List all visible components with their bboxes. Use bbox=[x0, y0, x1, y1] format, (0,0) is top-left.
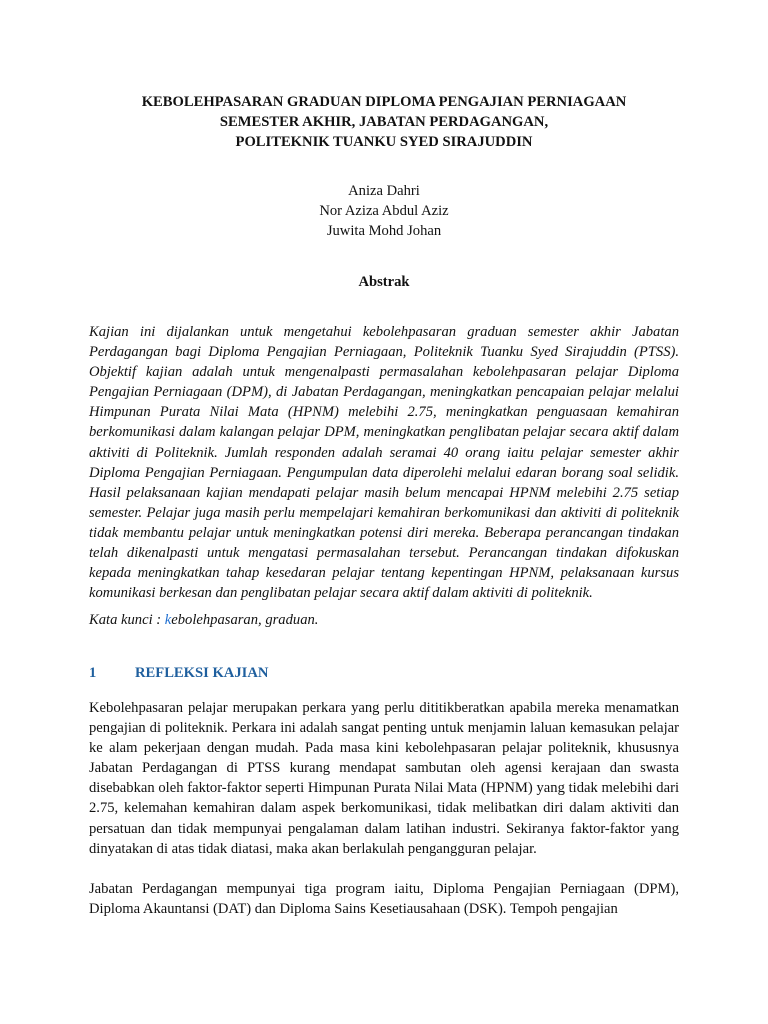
keywords-label: Kata kunci : bbox=[89, 612, 165, 628]
keywords bbox=[89, 610, 679, 630]
author-2: Nor Aziza Abdul Aziz bbox=[319, 203, 449, 219]
keywords-accent-letter: k bbox=[164, 612, 172, 628]
abstract-text: Kajian ini dijalankan untuk mengetahui kebolehpasaran graduan semester akhir Jabatan Perdagangan bagi Diploma Pengajian Perniagaan, Politeknik Tuanku Syed Sirajuddin (PTSS). Objektif kajian adalah untuk mengenalpasti permasalahan kebolehpasaran pelajar Diploma Pengajian Perniagaan (DPM), di Jabatan Perdagangan, meningkatkan pencapaian pelajar melalui Himpunan Purata Nilai Mata (HPNM) melebihi 2.75, meningkatkan penguasaan kemahiran berkomunikasi dalam kalangan pelajar DPM, meningkatkan penglibatan pelajar secara aktif dalam aktiviti di Politeknik. Jumlah responden adalah seramai 40 orang iaitu pelajar semester akhir Diploma Pengajian Perniagaan. Pengumpulan data diperolehi melalui edaran borang soal selidik. Hasil pelaksanaan kajian mendapati pelajar masih belum mencapai HPNM melebihi 2.75 setiap semester. Pelajar juga masih perlu mempelajari kemahiran berkomunikasi dan aktiviti di politeknik tidak membantu pelajar untuk meningkatkan potensi diri mereka. Beberapa perancangan tindakan telah dikenalpasti untuk mengatasi permasalahan tersebut. Perancangan tindakan difokuskan kepada meningkatkan tahap kesedaran pelajar tentang kepentingan HPNM, pelaksanaan kursus komunikasi berkesan dan penglibatan pelajar secara aktif dalam aktiviti di politeknik. bbox=[89, 324, 679, 602]
body-paragraph-1: Kebolehpasaran pelajar merupakan perkara yang perlu dititikberatkan apabila mereka menamatkan pengajian di politeknik. Perkara ini adalah sangat penting untuk menjamin laluan kemasukan pelajar ke alam pekerjaan dengan mudah. Pada masa kini kebolehpasaran pelajar politeknik, khususnya Jabatan Perdagangan di PTSS kurang mendapat sambutan oleh agensi kerajaan dan swasta disebabkan oleh faktor-faktor seperti Himpunan Purata Nilai Mata (HPNM) yang tidak melebihi dari 2.75, kelemahan kemahiran dalam aspek berkomunikasi, tidak melibatkan diri dalam aktiviti dan persatuan dan tidak mempunyai pengalaman dalam latihan industri. Sekiranya faktor-faktor yang dinyatakan di atas tidak diatasi, maka akan berlakulah pengangguran pelajar. bbox=[89, 700, 679, 857]
title-line-3: POLITEKNIK TUANKU SYED SIRAJUDDIN bbox=[235, 134, 533, 150]
keywords-rest: ebolehpasaran, graduan. bbox=[171, 612, 319, 628]
author-1: Aniza Dahri bbox=[348, 183, 420, 199]
section-heading bbox=[89, 663, 679, 683]
section-title: REFLEKSI KAJIAN bbox=[135, 665, 269, 681]
author-list bbox=[60, 181, 708, 241]
body-paragraph-2: Jabatan Perdagangan mempunyai tiga program iaitu, Diploma Pengajian Perniagaan (DPM), Diploma Akauntansi (DAT) dan Diploma Sains Kesetiausahaan (DSK). Tempoh pengajian bbox=[89, 881, 679, 918]
author-3: Juwita Mohd Johan bbox=[326, 223, 442, 239]
title-line-1: KEBOLEHPASARAN GRADUAN DIPLOMA PENGAJIAN PERNIAGAAN bbox=[141, 94, 627, 110]
section-number: 1 bbox=[89, 665, 97, 681]
title-line-2: SEMESTER AKHIR, JABATAN PERDAGANGAN, bbox=[219, 114, 549, 130]
abstract-heading: Abstrak bbox=[358, 274, 410, 290]
paper-title bbox=[60, 92, 708, 152]
